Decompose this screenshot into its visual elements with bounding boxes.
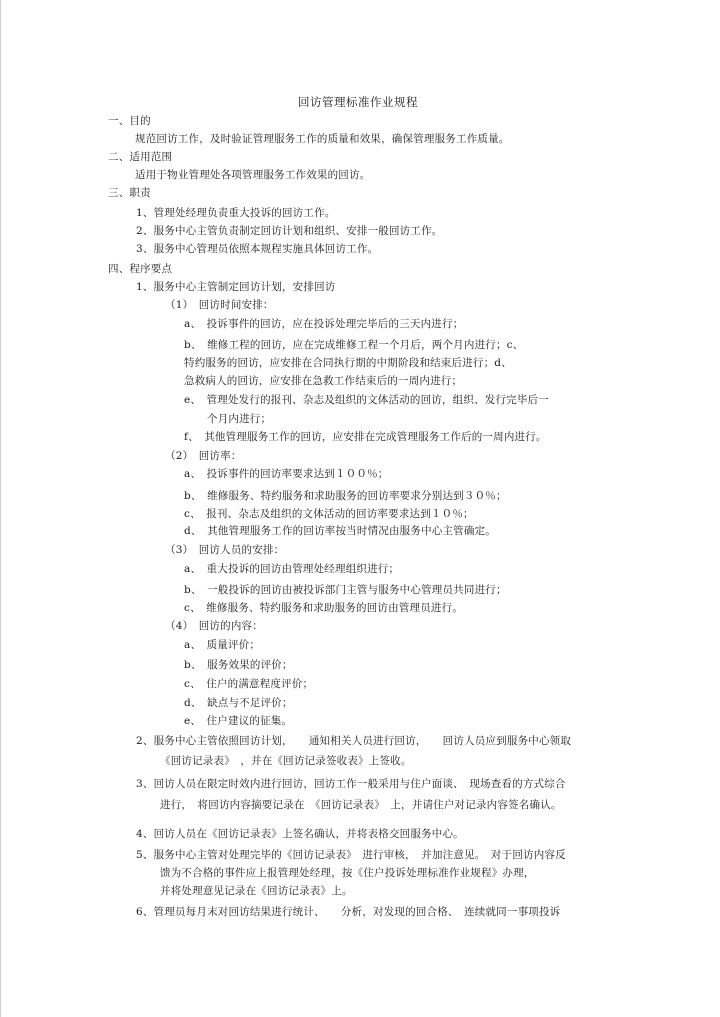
group-4-item-a: a、 质量评价； [184,639,261,651]
group-3-item-a: a、 重大投诉的回访由管理处经理组织进行； [184,563,400,575]
group-4-item-c: c、 住户的满意程度评价； [184,678,314,690]
section-4-heading: 四、程序要点 [108,263,173,275]
point-5-cont-2: 并将处理意见记录在《回访记录表》上。 [160,885,353,897]
group-1-item-f: f、 其他管理服务工作的回访，应安排在完成管理服务工作后的一周内进行。 [184,431,547,443]
group-2-item-a: a、 投诉事件的回访率要求达到１００％； [184,468,389,480]
group-1-head: （1） 回访时间安排： [165,299,274,311]
section-3-item: 2、服务中心主管负责制定回访计划和组织、安排一般回访工作。 [136,225,443,237]
group-4-item-b: b、 服务效果的评价； [184,659,293,671]
point-2-cont: 《回访记录表》 ，并在《回访记录签收表》上签收。 [160,755,412,767]
section-2-body: 适用于物业管理处各项管理服务工作效果的回访。 [135,169,371,181]
doc-title: 回访管理标准作业规程 [298,95,418,109]
point-2: 2、服务中心主管依照回访计划， 通知相关人员进行回访， 回访人员应到服务中心领取 [136,735,572,747]
group-3-head: （3） 回访人员的安排： [165,544,285,556]
group-2-item-b: b、 维修服务、特约服务和求助服务的回访率要求分别达到３０％； [184,490,507,502]
group-3-item-b: b、 一般投诉的回访由被投诉部门主管与服务中心管理员共同进行； [184,584,507,596]
page-edge [0,0,1,1017]
group-1-item-d: 急救病人的回访，应安排在急救工作结束后的一周内进行； [184,375,463,387]
group-4-item-e: e、 住户建议的征集。 [184,715,293,727]
group-2-item-c: c、 报刊、杂志及组织的文体活动的回访率要求达到１０％； [184,508,474,520]
group-2-item-d: d、 其他管理服务工作的回访率按当时情况由服务中心主管确定。 [184,525,496,537]
point-5-cont: 馈为不合格的事件应上报管理处经理，按《住户投诉处理标准作业规程》办理， [160,867,535,879]
point-3-cont: 进行， 将回访内容摘要记录在 《回访记录表》 上，并请住户对记录内容签名确认。 [160,799,562,811]
group-1-item-e: e、 管理处发行的报刊、杂志及组织的文体活动的回访，组织、发行完毕后一 [184,394,549,406]
group-1-item-b: b、 维修工程的回访，应在完成维修工程一个月后，两个月内进行；c、 [184,339,524,351]
point-5: 5、服务中心主管对处理完毕的《回访记录表》 进行审核， 并加注意见。 对于回访内容反 [136,849,566,861]
group-1-item-e-cont: 个月内进行； [207,413,272,425]
point-3: 3、回访人员在限定时效内进行回访，回访工作一般采用与住户面谈、 现场查看的方式综合 [136,778,566,790]
section-2-heading: 二、适用范围 [108,151,173,163]
group-4-head: （4） 回访的内容： [165,620,263,632]
section-3-item: 3、服务中心管理员依照本规程实施具体回访工作。 [136,243,379,255]
section-1-heading: 一、目的 [108,115,151,127]
group-2-head: （2） 回访率： [165,450,242,462]
section-1-body: 规范回访工作，及时验证管理服务工作的质量和效果，确保管理服务工作质量。 [135,133,510,145]
point-4: 4、回访人员在《回访记录表》上签名确认，并将表格交回服务中心。 [136,828,464,840]
point-1: 1、服务中心主管制定回访计划，安排回访 [136,281,336,293]
section-3-heading: 三、职责 [108,187,151,199]
group-1-item-a: a、 投诉事件的回访，应在投诉处理完毕后的三天内进行； [184,318,464,330]
section-3-item: 1、管理处经理负责重大投诉的回访工作。 [136,207,336,219]
group-4-item-d: d、 缺点与不足评价； [184,697,293,709]
group-3-item-c: c、 维修服务、特约服务和求助服务的回访由管理员进行。 [184,602,464,614]
point-6: 6、管理员每月末对回访结果进行统计、 分析，对发现的回合格、 连续就同一事项投诉 [136,906,561,918]
group-1-item-c: 特约服务的回访，应安排在合同执行期的中期阶段和结束后进行；d、 [184,357,512,369]
